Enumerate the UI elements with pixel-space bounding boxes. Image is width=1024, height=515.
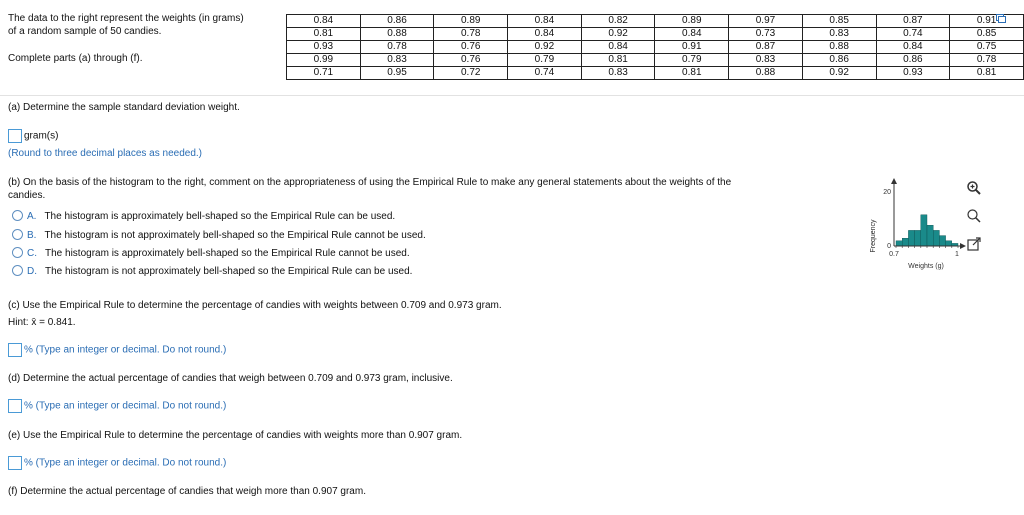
- data-cell: 0.97: [729, 15, 803, 28]
- data-cell: 0.83: [360, 54, 434, 67]
- histogram-bar: [921, 215, 927, 246]
- data-cell: 0.71: [287, 67, 361, 80]
- part-b-question-line-1: (b) On the basis of the histogram to the right, comment on the appropriateness of using the Empirical Rule to make any general statements about the weights of the: [8, 177, 732, 188]
- data-cell: 0.79: [655, 54, 729, 67]
- data-cell: 0.79: [508, 54, 582, 67]
- data-cell: 0.84: [655, 28, 729, 41]
- part-c-answer-row: [8, 343, 226, 357]
- divider: [0, 95, 1024, 96]
- data-cell: 0.81: [287, 28, 361, 41]
- histogram-bar: [933, 230, 939, 246]
- histogram-bar: [915, 230, 921, 246]
- part-c-question: (c) Use the Empirical Rule to determine the percentage of candies with weights between 0.709 and 0.973 gram.: [8, 300, 502, 311]
- data-cell: 0.91: [950, 15, 1024, 28]
- option-letter: D.: [27, 266, 37, 277]
- histogram-x-label: Weights (g): [908, 263, 944, 270]
- data-cell: 0.92: [508, 41, 582, 54]
- option-c[interactable]: [12, 247, 410, 261]
- part-c-hint: Hint: x̄ = 0.841.: [8, 317, 76, 328]
- problem-intro: [8, 12, 283, 65]
- data-row: [287, 67, 1024, 80]
- histogram-bars: [896, 215, 958, 248]
- option-letter: A.: [27, 211, 37, 222]
- part-f-question: (f) Determine the actual percentage of candies that weigh more than 0.907 gram.: [8, 486, 366, 497]
- data-cell: 0.76: [434, 41, 508, 54]
- data-table: [286, 14, 1024, 80]
- option-text: The histogram is approximately bell-shaped so the Empirical Rule cannot be used.: [45, 248, 410, 259]
- option-d[interactable]: [12, 265, 412, 279]
- histogram-bar: [902, 238, 908, 246]
- part-a-unit: gram(s): [24, 130, 59, 142]
- data-cell: 0.81: [655, 67, 729, 80]
- histogram-x-tick-right: 1: [955, 251, 959, 258]
- data-cell: 0.83: [581, 67, 655, 80]
- part-d-answer-row: [8, 399, 226, 413]
- part-a-question: (a) Determine the sample standard deviation weight.: [8, 102, 240, 113]
- data-cell: 0.88: [360, 28, 434, 41]
- part-a-hint: (Round to three decimal places as needed.): [8, 148, 203, 159]
- data-cell: 0.92: [802, 67, 876, 80]
- option-b[interactable]: [12, 229, 426, 243]
- histogram-y-arrow: [891, 178, 897, 184]
- option-d-radio[interactable]: [12, 265, 23, 276]
- data-cell: 0.81: [950, 67, 1024, 80]
- data-cell: 0.89: [434, 15, 508, 28]
- histogram: [862, 176, 972, 276]
- histogram-y-label: Frequency: [870, 219, 877, 253]
- data-cell: 0.86: [802, 54, 876, 67]
- data-cell: 0.87: [876, 15, 950, 28]
- data-cell: 0.74: [508, 67, 582, 80]
- data-cell: 0.88: [802, 41, 876, 54]
- data-cell: 0.83: [802, 28, 876, 41]
- option-text: The histogram is not approximately bell-shaped so the Empirical Rule cannot be used.: [44, 230, 426, 241]
- part-e-answer-input[interactable]: [8, 456, 22, 470]
- data-row: [287, 54, 1024, 67]
- data-cell: 0.84: [287, 15, 361, 28]
- data-cell: 0.74: [876, 28, 950, 41]
- zoom-in-icon[interactable]: [966, 180, 982, 196]
- histogram-y-tick-20: 20: [883, 189, 891, 196]
- data-cell: 0.73: [729, 28, 803, 41]
- data-cell: 0.83: [729, 54, 803, 67]
- histogram-y-tick-0: 0: [887, 243, 891, 250]
- data-row: [287, 41, 1024, 54]
- data-cell: 0.91: [655, 41, 729, 54]
- data-cell: 0.93: [287, 41, 361, 54]
- part-a-answer-input[interactable]: [8, 129, 22, 143]
- data-cell: 0.72: [434, 67, 508, 80]
- option-letter: C.: [27, 248, 37, 259]
- intro-line-1: The data to the right represent the weights (in grams): [8, 13, 244, 24]
- data-cell: 0.84: [508, 15, 582, 28]
- histogram-bar: [939, 236, 945, 246]
- data-cell: 0.85: [950, 28, 1024, 41]
- data-cell: 0.95: [360, 67, 434, 80]
- data-cell: 0.85: [802, 15, 876, 28]
- option-letter: B.: [27, 230, 37, 241]
- part-e-suffix: % (Type an integer or decimal. Do not round.): [24, 457, 227, 469]
- data-cell: 0.86: [360, 15, 434, 28]
- part-b-question: [8, 176, 848, 202]
- part-b-question-line-2: candies.: [8, 190, 46, 201]
- data-cell: 0.76: [434, 54, 508, 67]
- part-d-suffix: % (Type an integer or decimal. Do not round.): [24, 400, 227, 412]
- option-text: The histogram is approximately bell-shaped so the Empirical Rule can be used.: [44, 211, 396, 222]
- open-in-new-window-icon[interactable]: [966, 236, 982, 252]
- data-cell: 0.89: [655, 15, 729, 28]
- part-c-answer-input[interactable]: [8, 343, 22, 357]
- histogram-x-tick-left: 0.7: [889, 251, 899, 258]
- data-cell: 0.92: [581, 28, 655, 41]
- zoom-out-icon[interactable]: [966, 208, 982, 224]
- part-d-answer-input[interactable]: [8, 399, 22, 413]
- data-cell: 0.82: [581, 15, 655, 28]
- data-row: [287, 15, 1024, 28]
- data-cell: 0.81: [581, 54, 655, 67]
- data-cell: 0.87: [729, 41, 803, 54]
- option-a-radio[interactable]: [12, 210, 23, 221]
- histogram-bar: [896, 241, 902, 246]
- option-b-radio[interactable]: [12, 229, 23, 240]
- part-e-answer-row: [8, 456, 226, 470]
- data-cell: 0.78: [434, 28, 508, 41]
- intro-line-2: of a random sample of 50 candies.: [8, 26, 162, 37]
- data-cell: 0.78: [360, 41, 434, 54]
- histogram-bar: [927, 225, 933, 246]
- data-cell: 0.78: [950, 54, 1024, 67]
- part-d-question: (d) Determine the actual percentage of candies that weigh between 0.709 and 0.973 gram, inclusive.: [8, 373, 453, 384]
- part-e-question: (e) Use the Empirical Rule to determine the percentage of candies with weights more than 0.907 gram.: [8, 430, 463, 441]
- data-cell: 0.84: [581, 41, 655, 54]
- option-text: The histogram is not approximately bell-shaped so the Empirical Rule can be used.: [45, 266, 413, 277]
- intro-line-3: Complete parts (a) through (f).: [8, 53, 143, 64]
- copy-data-icon[interactable]: [996, 14, 1006, 23]
- histogram-bar: [946, 241, 952, 246]
- data-cell: 0.75: [950, 41, 1024, 54]
- part-a-answer-row: [8, 129, 58, 143]
- part-c-suffix: % (Type an integer or decimal. Do not round.): [24, 344, 227, 356]
- data-cell: 0.86: [876, 54, 950, 67]
- option-c-radio[interactable]: [12, 247, 23, 258]
- data-cell: 0.93: [876, 67, 950, 80]
- data-cell: 0.84: [876, 41, 950, 54]
- data-cell: 0.99: [287, 54, 361, 67]
- data-row: [287, 28, 1024, 41]
- option-a[interactable]: [12, 210, 395, 224]
- data-cell: 0.88: [729, 67, 803, 80]
- data-cell: 0.84: [508, 28, 582, 41]
- histogram-bar: [908, 230, 914, 246]
